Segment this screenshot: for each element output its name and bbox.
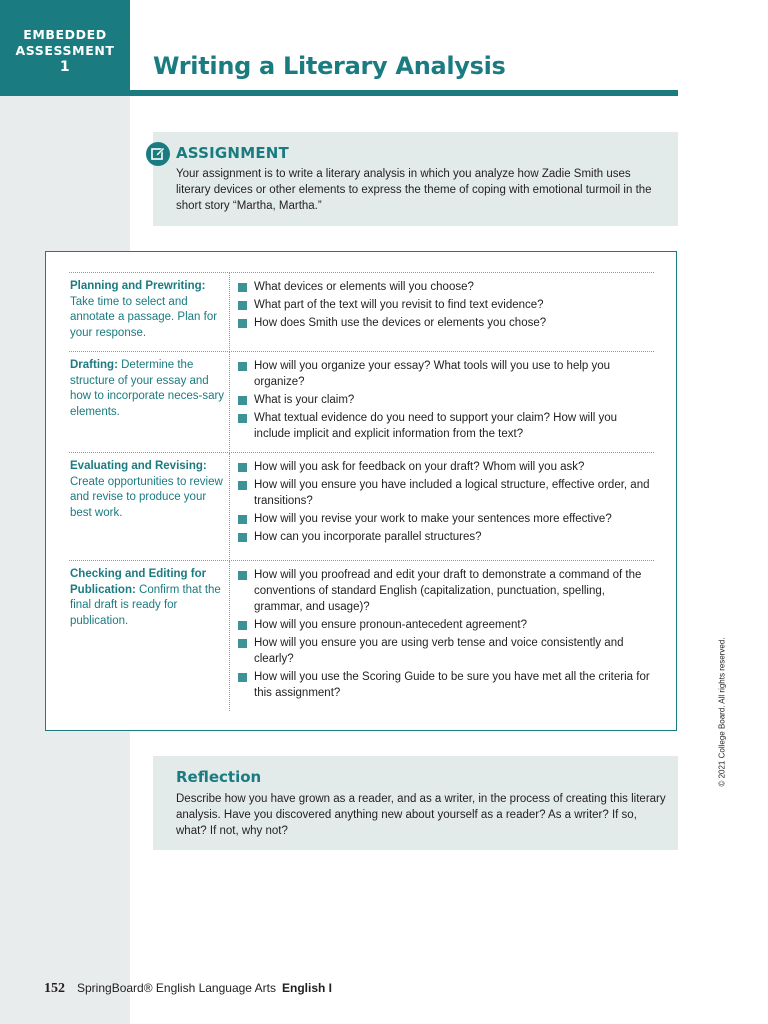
question-list — [237, 567, 652, 703]
step-description: Determine the structure of your essay and how to incorporate neces-sary elements. — [70, 359, 225, 418]
list-item — [237, 567, 652, 615]
square-bullet-icon — [238, 301, 247, 310]
list-item-text: How will you ensure you have included a logical structure, effective order, and transitions? — [254, 479, 650, 507]
list-item — [237, 459, 652, 475]
step-description: Confirm that the final draft is ready for publication. — [70, 583, 221, 627]
list-item-text: How will you organize your essay? What tools will you use to help you organize? — [254, 360, 611, 388]
list-item — [237, 529, 652, 545]
square-bullet-icon — [238, 571, 247, 580]
step-description: Take time to select and annotate a passage. Plan for your response. — [70, 295, 218, 339]
page-footer — [44, 981, 332, 997]
list-item — [237, 392, 652, 408]
column-divider — [229, 273, 230, 352]
step-row-evaluating — [69, 452, 654, 561]
column-divider — [229, 561, 230, 711]
list-item — [237, 358, 652, 390]
page-title: Writing a Literary Analysis — [153, 52, 506, 80]
assignment-text: Your assignment is to write a literary analysis in which you analyze how Zadie Smith uses literary devices or other elements to express the theme of coping with emotional turmoil in the short story “Martha, Martha.” — [176, 168, 652, 212]
square-bullet-icon — [238, 515, 247, 524]
list-item — [237, 511, 652, 527]
step-description: Create opportunities to review and revise to produce your best work. — [70, 475, 223, 519]
square-bullet-icon — [238, 533, 247, 542]
list-item-text: What is your claim? — [254, 394, 355, 406]
list-item-text: How will you revise your work to make your sentences more effective? — [254, 513, 612, 525]
list-item-text: How will you ask for feedback on your draft? Whom will you ask? — [254, 461, 585, 473]
step-label-checking — [70, 567, 228, 629]
question-list — [237, 279, 652, 333]
series-name: SpringBoard® English Language Arts — [77, 981, 276, 995]
step-label-planning — [70, 279, 228, 341]
list-item — [237, 669, 652, 701]
title-rule — [130, 90, 678, 96]
square-bullet-icon — [238, 319, 247, 328]
pencil-edit-icon — [146, 142, 170, 166]
list-item — [237, 410, 652, 442]
step-row-drafting — [69, 351, 654, 453]
badge-line-2: ASSESSMENT — [15, 43, 115, 58]
course-name: English I — [281, 981, 332, 995]
steps-table — [45, 251, 677, 731]
step-label-evaluating — [70, 459, 228, 521]
column-divider — [229, 352, 230, 453]
list-item — [237, 297, 652, 313]
list-item-text: How will you use the Scoring Guide to be sure you have met all the criteria for this assignment? — [254, 671, 650, 699]
step-row-planning — [69, 272, 654, 352]
list-item — [237, 315, 652, 331]
square-bullet-icon — [238, 362, 247, 371]
step-title: Planning and Prewriting: — [70, 280, 206, 292]
step-title: Evaluating and Revising: — [70, 460, 207, 472]
reflection-heading: Reflection — [176, 768, 262, 786]
square-bullet-icon — [238, 396, 247, 405]
square-bullet-icon — [238, 463, 247, 472]
list-item — [237, 477, 652, 509]
list-item-text: How can you incorporate parallel structures? — [254, 531, 482, 543]
list-item-text: How will you ensure you are using verb tense and voice consistently and clearly? — [254, 637, 624, 665]
list-item-text: What part of the text will you revisit to find text evidence? — [254, 299, 544, 311]
question-list — [237, 459, 652, 547]
step-label-drafting — [70, 358, 228, 420]
square-bullet-icon — [238, 673, 247, 682]
list-item-text: What devices or elements will you choose? — [254, 281, 474, 293]
list-item-text: What textual evidence do you need to support your claim? How will you include implicit and explicit information from the text? — [254, 412, 618, 440]
square-bullet-icon — [238, 283, 247, 292]
step-row-checking — [69, 560, 654, 711]
list-item-text: How does Smith use the devices or elements you chose? — [254, 317, 547, 329]
square-bullet-icon — [238, 639, 247, 648]
list-item-text: How will you ensure pronoun-antecedent agreement? — [254, 619, 527, 631]
reflection-text: Describe how you have grown as a reader, and as a writer, in the process of creating this literary analysis. Have you discovered anything new about yourself as a reader? As a writer? If so, what? If not, why not? — [176, 793, 666, 837]
square-bullet-icon — [238, 414, 247, 423]
page-number: 152 — [44, 981, 65, 996]
step-title: Drafting: — [70, 359, 118, 371]
column-divider — [229, 453, 230, 561]
embedded-assessment-badge — [0, 0, 130, 96]
badge-number: 1 — [59, 59, 71, 75]
assignment-heading: ASSIGNMENT — [176, 144, 289, 162]
list-item — [237, 635, 652, 667]
list-item-text: How will you proofread and edit your draft to demonstrate a command of the conventions of standard English (capitalization, punctuation, spelling, grammar, and usage)? — [254, 569, 642, 613]
question-list — [237, 358, 652, 444]
copyright-notice: © 2021 College Board. All rights reserved. — [717, 637, 727, 787]
step-title: Checking and Editing for Publication: — [70, 568, 207, 596]
list-item — [237, 617, 652, 633]
badge-line-1: EMBEDDED — [23, 27, 107, 42]
square-bullet-icon — [238, 481, 247, 490]
square-bullet-icon — [238, 621, 247, 630]
list-item — [237, 279, 652, 295]
